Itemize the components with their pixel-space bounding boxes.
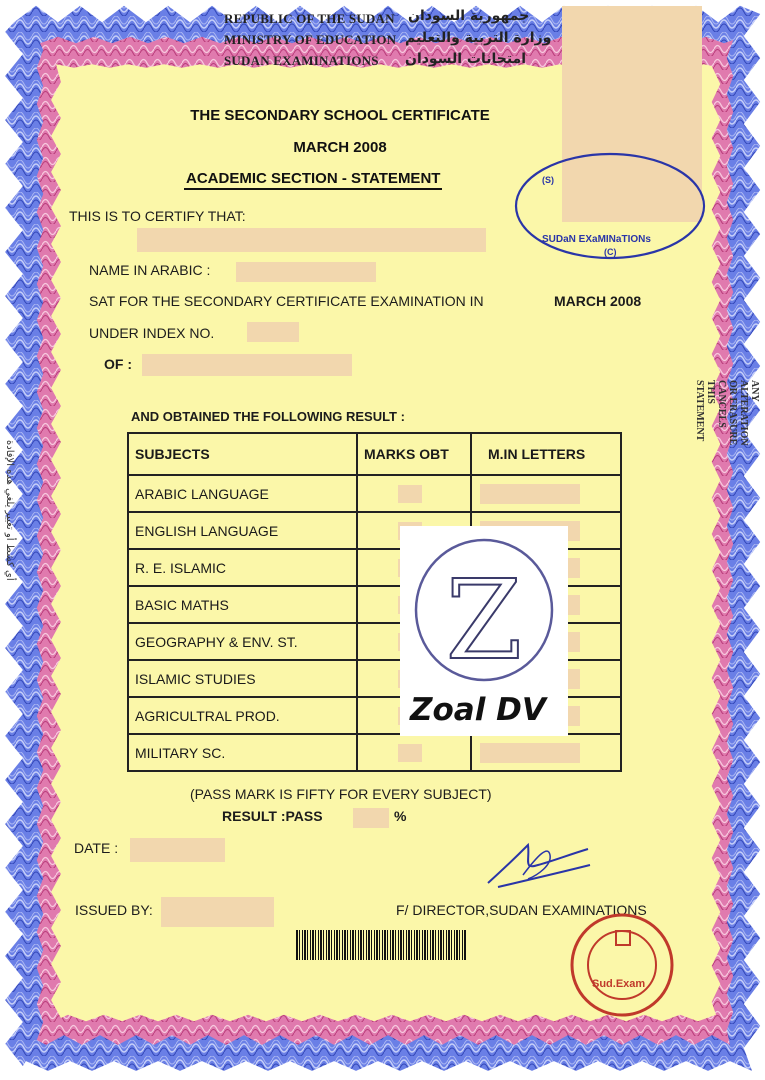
percent-sign: % <box>394 808 407 824</box>
school-redaction <box>142 354 352 376</box>
watermark-letter: Z <box>445 556 523 684</box>
marks-cell <box>357 475 471 512</box>
letters-cell <box>471 734 621 771</box>
table-row <box>128 475 621 512</box>
header-marks: MARKS OBT <box>357 433 471 475</box>
watermark-brand: Zoal DV <box>410 692 546 728</box>
official-stamp <box>514 150 714 270</box>
header-letters: M.IN LETTERS <box>471 433 621 475</box>
issuer-redaction <box>161 897 274 927</box>
result-label: RESULT :PASS <box>222 808 323 824</box>
name-arabic-label: NAME IN ARABIC : <box>89 262 211 278</box>
barcode <box>296 930 466 960</box>
letters-redaction <box>480 484 580 504</box>
stamp-bottom-text: SUDaN EXaMINaTIONs <box>542 234 651 245</box>
subject-cell: ARABIC LANGUAGE <box>128 475 357 512</box>
result-intro: AND OBTAINED THE FOLLOWING RESULT : <box>131 409 405 424</box>
result-percent-redaction <box>353 808 389 828</box>
header-republic-en: REPUBLIC OF THE SUDAN <box>224 11 395 26</box>
letters-cell <box>471 475 621 512</box>
pass-mark-note: (PASS MARK IS FIFTY FOR EVERY SUBJECT) <box>190 786 492 802</box>
watermark-logo <box>400 526 568 736</box>
index-label: UNDER INDEX NO. <box>89 325 215 341</box>
header-exams-en: SUDAN EXAMINATIONS <box>224 53 379 68</box>
side-warning-en: ANY ALTERATION OR ERASURE CANCELS THIS STATEMENT <box>694 380 760 446</box>
name-arabic-redaction <box>236 262 376 282</box>
sat-date: MARCH 2008 <box>554 293 642 309</box>
marks-redaction <box>398 744 422 762</box>
side-warning-ar: أي كشط أو تغيير يلغي هذه الإفادة <box>4 440 15 581</box>
watermark-circle-icon <box>400 526 568 686</box>
stamp-top-text: (S) <box>542 175 554 185</box>
sat-text: SAT FOR THE SECONDARY CERTIFICATE EXAMINATION IN <box>89 293 484 309</box>
subject-cell: MILITARY SC. <box>128 734 357 771</box>
subject-cell: BASIC MATHS <box>128 586 357 623</box>
header-exams-ar: امتحانات السودان <box>405 51 526 67</box>
seal-text: Sud.Exam <box>592 978 646 990</box>
subject-cell: ENGLISH LANGUAGE <box>128 512 357 549</box>
index-redaction <box>247 322 299 342</box>
table-row <box>128 734 621 771</box>
subject-cell: GEOGRAPHY & ENV. ST. <box>128 623 357 660</box>
date-label: DATE : <box>74 840 119 856</box>
header-republic-ar: جمهورية السودان <box>408 8 530 24</box>
section-title: ACADEMIC SECTION - STATEMENT <box>184 170 442 190</box>
letters-redaction <box>480 743 580 763</box>
table-header-row <box>128 433 621 475</box>
certificate-title: THE SECONDARY SCHOOL CERTIFICATE <box>190 107 490 124</box>
stamp-sub-text: (C) <box>604 247 617 257</box>
header-ministry-ar: وزارة التربية والتعليم <box>405 30 552 46</box>
session-title: MARCH 2008 <box>293 139 387 156</box>
issued-by-label: ISSUED BY: <box>75 902 153 918</box>
name-redaction <box>137 228 486 252</box>
header-ministry-en: MINISTRY OF EDUCATION <box>224 32 397 47</box>
red-seal <box>560 905 680 1025</box>
signature <box>478 835 598 895</box>
subject-cell: ISLAMIC STUDIES <box>128 660 357 697</box>
marks-cell <box>357 734 471 771</box>
header-subjects: SUBJECTS <box>128 433 357 475</box>
of-label: OF : <box>104 356 132 372</box>
date-redaction <box>130 838 225 862</box>
marks-redaction <box>398 485 422 503</box>
certify-text: THIS IS TO CERTIFY THAT: <box>69 208 246 224</box>
director-text: F/ DIRECTOR,SUDAN EXAMINATIONS <box>396 902 647 918</box>
subject-cell: AGRICULTRAL PROD. <box>128 697 357 734</box>
subject-cell: R. E. ISLAMIC <box>128 549 357 586</box>
